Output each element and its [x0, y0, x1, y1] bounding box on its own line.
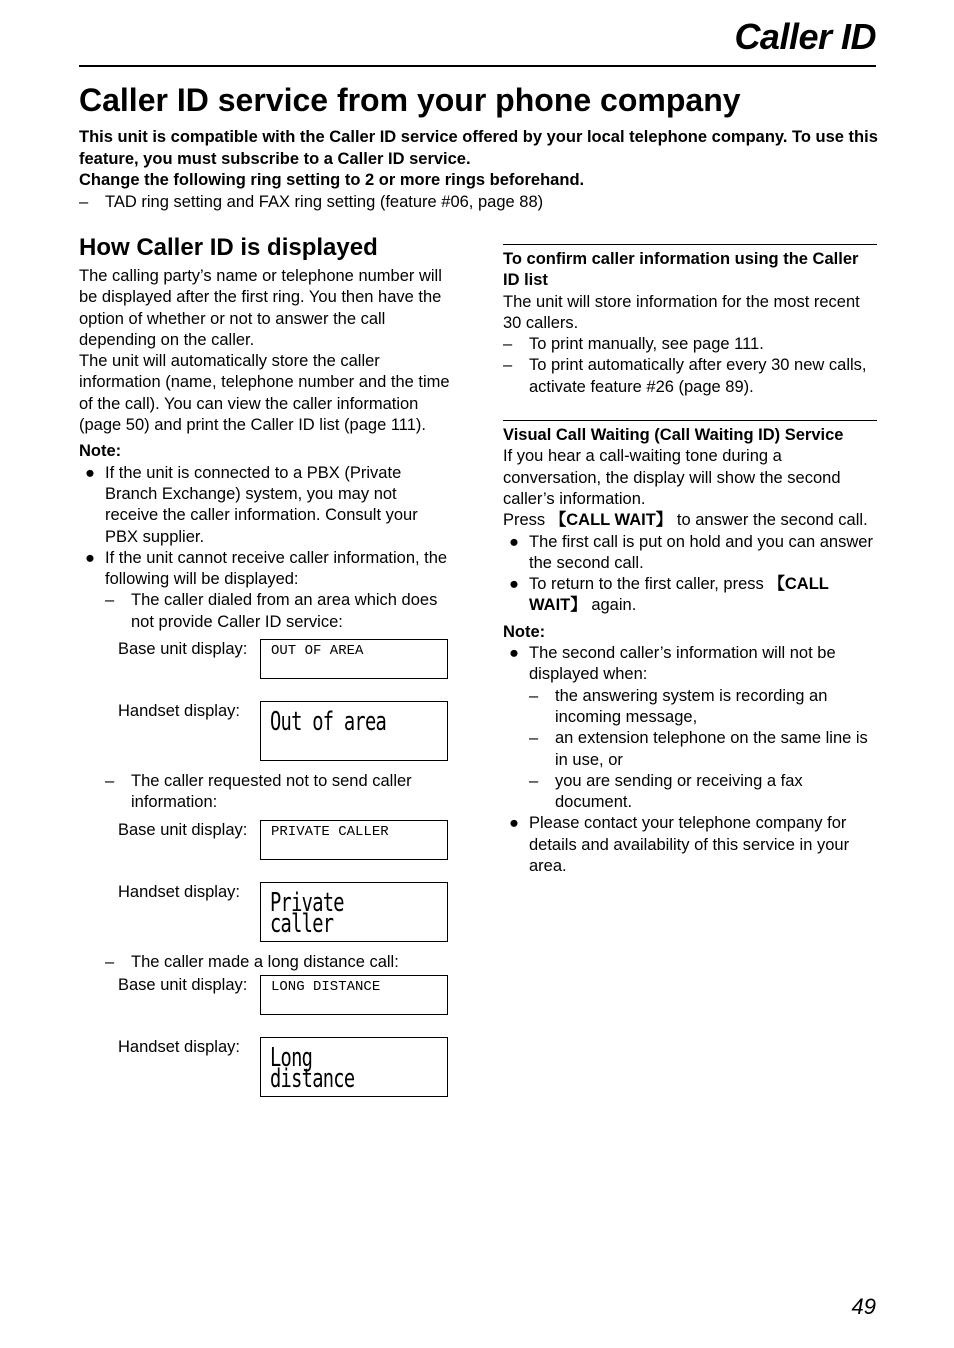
dash-mark: – [529, 729, 539, 748]
base-display-label: Base unit display: [118, 975, 248, 994]
left-column [79, 232, 454, 1097]
call-wait-key: 【CALL WAIT】 [529, 575, 829, 615]
dash-mark: – [503, 335, 513, 354]
paragraph: The calling party’s name or telephone number will be displayed after the first ring. You then have the option of whether or not to answer the call depending on the caller. [79, 267, 442, 349]
page-number: 49 [851, 1294, 876, 1319]
base-display-box: PRIVATE CALLER [260, 820, 448, 860]
bullet-mark: ● [509, 644, 519, 663]
case-description: – The caller made a long distance call: [79, 952, 454, 973]
handset-display-row [79, 1037, 454, 1097]
intro-ring-setting: Change the following ring setting to 2 or more rings beforehand. [79, 171, 585, 189]
press-instruction: Press 【CALL WAIT】 to answer the second call. [503, 511, 868, 530]
right-column [503, 244, 877, 877]
case-description: – The caller dialed from an area which does not provide Caller ID service: [105, 591, 438, 631]
dash-mark: – [503, 356, 513, 375]
base-display-label: Base unit display: [118, 820, 248, 839]
note-label: Note: [503, 622, 546, 641]
bullet-item: ● The first call is put on hold and you can answer the second call. [509, 532, 873, 572]
header-rule [79, 65, 876, 67]
dash-mark: – [529, 686, 539, 705]
dash-mark: – [105, 952, 115, 971]
section-header: Caller ID [734, 16, 876, 57]
bullet-mark: ● [509, 814, 519, 833]
bullet-item [79, 548, 454, 591]
dash-mark: – [105, 772, 115, 791]
handset-display-text: Out of area [270, 707, 387, 738]
handset-display-box [260, 701, 448, 761]
page-title: Caller ID service from your phone company [79, 82, 741, 118]
base-display-row [79, 639, 454, 679]
bullet-mark: ● [509, 575, 519, 594]
bullet-mark: ● [85, 548, 95, 567]
dash-item: – To print manually, see page 111. [503, 334, 877, 355]
call-wait-key: 【CALL WAIT】 [549, 511, 673, 530]
bullet-item: ● Please contact your telephone company for details and availability of this service in your area. [509, 814, 850, 876]
dash-item: – you are sending or receiving a fax document. [529, 771, 803, 812]
base-display-row [79, 975, 454, 1015]
dash-mark: – [529, 771, 539, 790]
dash-item: – an extension telephone on the same line is in use, or [529, 729, 868, 769]
base-display-box: LONG DISTANCE [260, 975, 448, 1015]
handset-display-label: Handset display: [118, 1037, 240, 1056]
bullet-text: If the unit is connected to a PBX (Private Branch Exchange) system, you may not receive the caller information. Consult your PBX supplier. [105, 463, 418, 546]
handset-display-box [260, 882, 448, 942]
intro-block [79, 127, 879, 213]
paragraph: The unit will store information for the most recent 30 callers. [503, 292, 860, 332]
handset-display-row [79, 701, 454, 761]
case-description: – The caller requested not to send caller information: [105, 772, 412, 812]
dash-mark: – [79, 192, 89, 211]
bullet-item [79, 463, 454, 548]
paragraph: If you hear a call-waiting tone during a conversation, the display will show the second caller’s information. [503, 447, 841, 508]
bullet-item: ● To return to the first caller, press 【CALL WAIT】 again. [509, 575, 829, 615]
intro-dash-item [79, 192, 879, 214]
intro-dash-text: TAD ring setting and FAX ring setting (feature #06, page 88) [105, 192, 544, 211]
handset-display-text: Long distance [270, 1042, 355, 1095]
section-heading: How Caller ID is displayed [79, 234, 378, 261]
handset-display-label: Handset display: [118, 702, 240, 721]
vcw-title: Visual Call Waiting (Call Waiting ID) Service [503, 420, 877, 446]
dash-item: – the answering system is recording an incoming message, [529, 686, 828, 726]
handset-display-row [79, 882, 454, 942]
base-display-label: Base unit display: [118, 640, 248, 659]
dash-mark: – [105, 591, 115, 610]
bullet-mark: ● [509, 532, 519, 551]
confirm-title: To confirm caller information using the Caller ID list [503, 244, 877, 292]
base-display-box: OUT OF AREA [260, 639, 448, 679]
base-display-row [79, 820, 454, 860]
dash-item: – To print automatically after every 30 new calls, activate feature #26 (page 89). [503, 356, 867, 396]
handset-display-label: Handset display: [118, 882, 240, 901]
bullet-item: ● The second caller’s information will not be displayed when: [509, 644, 836, 684]
handset-display-text: Private caller [270, 887, 344, 939]
handset-display-box [260, 1037, 448, 1097]
paragraph: The unit will automatically store the caller information (name, telephone number and the time of the call). You can view the caller information (page 50) and print the Caller ID list (page 111). [79, 352, 450, 435]
bullet-mark: ● [85, 463, 95, 482]
note-label: Note: [79, 442, 122, 461]
bullet-text: If the unit cannot receive caller information, the following will be displayed: [105, 548, 448, 589]
intro-subscribe: This unit is compatible with the Caller ID service offered by your local telephone company. To use this feature, you must subscribe to a Caller ID service. [79, 128, 878, 168]
